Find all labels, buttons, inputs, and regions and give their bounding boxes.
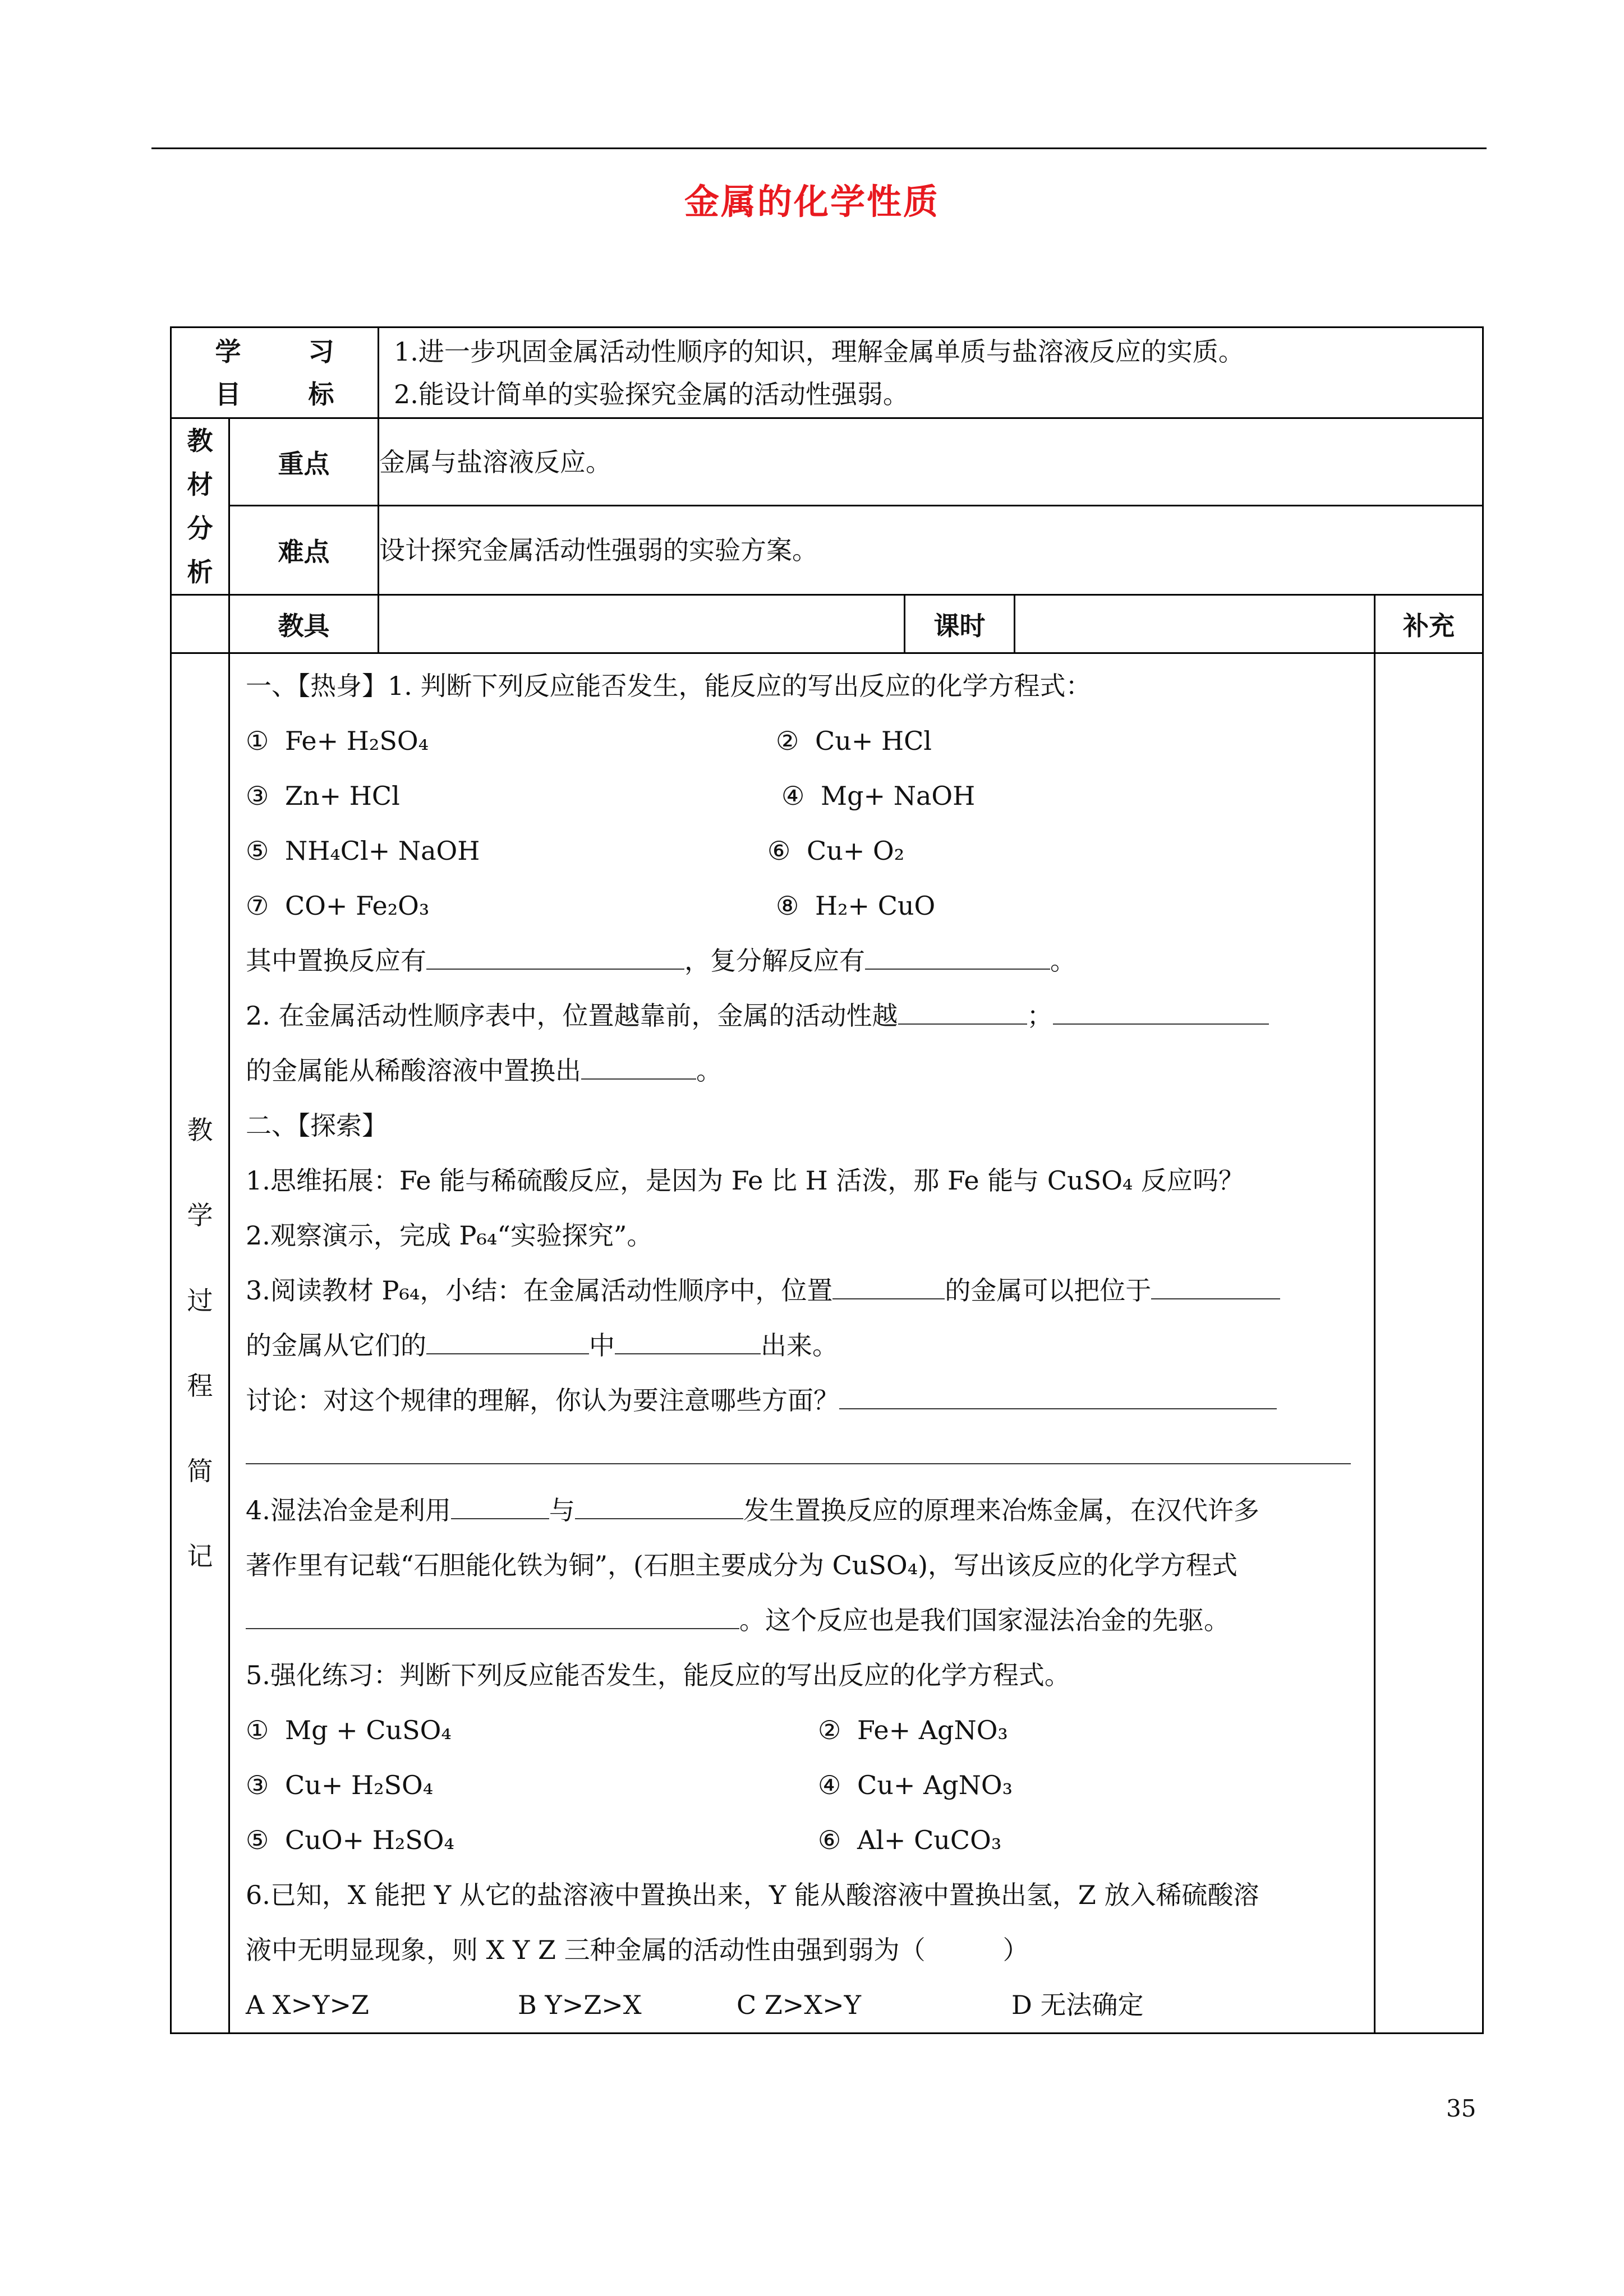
answer-blank[interactable]: [1053, 991, 1269, 1025]
page-number: 35: [1446, 2095, 1476, 2122]
answer-blank[interactable]: [615, 1321, 761, 1354]
question-2-line-1: 2. 在金属活动性顺序表中，位置越靠前，金属的活动性越 ；: [246, 988, 1374, 1043]
explore-item-6-line-2: 液中无明显现象，则 X Y Z 三种金属的活动性由强到弱为（ ）: [246, 1935, 1029, 1965]
key-point-text: 金属与盐溶液反应。: [379, 418, 1483, 506]
goal-label-1: 学 习: [215, 336, 334, 367]
explore-item-2: 2.观察演示，完成 P₆₄“实验探究”。: [246, 1220, 653, 1251]
goal-item: 1.进一步巩固金属活动性顺序的知识，理解金属单质与盐溶液反应的实质。: [394, 336, 1244, 367]
hours-label: 课时: [905, 595, 1015, 653]
explore-item-3-line-1: 3.阅读教材 P₆₄，小结：在金属活动性顺序中，位置 的金属可以把位于: [246, 1263, 1374, 1318]
explore-heading: 二、【探索】: [246, 1110, 388, 1141]
explore-item-3-line-2: 的金属从它们的 中 出来。: [246, 1318, 1374, 1373]
reaction-item: Cu+ HCl: [815, 726, 932, 756]
supplement-cell: [1375, 653, 1483, 2034]
goal-item: 2.能设计简单的实验探究金属的活动性强弱。: [394, 379, 909, 409]
tools-label: 教具: [229, 595, 379, 653]
question-2-line-2: 的金属能从稀酸溶液中置换出 。: [246, 1043, 1374, 1098]
answer-blank[interactable]: [865, 936, 1050, 970]
reaction-item: Cu+ O₂: [807, 836, 905, 866]
supplement-label: 补充: [1375, 595, 1483, 653]
empty-cell: [171, 595, 229, 653]
answer-blank[interactable]: [246, 1431, 1351, 1464]
option-a[interactable]: A X>Y>Z: [246, 1990, 370, 2020]
option-d[interactable]: D 无法确定: [1011, 1990, 1144, 2020]
answer-blank[interactable]: [426, 936, 684, 970]
practice-row-2: ③ Cu+ H₂SO₄ ④ Cu+ AgNO₃: [246, 1770, 1013, 1800]
option-b[interactable]: B Y>Z>X: [518, 1990, 642, 2020]
answer-blank[interactable]: [451, 1486, 549, 1519]
answer-blank[interactable]: [246, 1596, 739, 1629]
header-rule: [151, 147, 1487, 149]
answer-blank[interactable]: [1151, 1266, 1280, 1299]
answer-blank[interactable]: [832, 1266, 945, 1299]
practice-row-3: ⑤ CuO+ H₂SO₄ ⑥ Al+ CuCO₃: [246, 1825, 1002, 1855]
answer-blank[interactable]: [898, 991, 1027, 1025]
answer-blank[interactable]: [575, 1486, 743, 1519]
reaction-item: Mg + CuSO₄: [285, 1715, 452, 1745]
reaction-item: Fe+ AgNO₃: [857, 1715, 1008, 1745]
reaction-item: CO+ Fe₂O₃: [285, 891, 430, 921]
process-content: [229, 653, 1375, 2034]
analysis-label: 教 材 分 析: [171, 418, 229, 595]
reaction-item: Zn+ HCl: [285, 781, 400, 811]
reaction-item: Cu+ H₂SO₄: [285, 1770, 434, 1800]
reaction-item: H₂+ CuO: [815, 891, 936, 921]
difficult-point-text: 设计探究金属活动性强弱的实验方案。: [379, 506, 1483, 595]
warmup-heading: 一、【热身】1. 判断下列反应能否发生，能反应的写出反应的化学方程式：: [246, 671, 1092, 701]
warmup-row-4: ⑦ CO+ Fe₂O₃ ⑧ H₂+ CuO: [246, 891, 936, 921]
page-title: 金属的化学性质: [684, 181, 940, 222]
reaction-item: Mg+ NaOH: [821, 781, 976, 811]
answer-blank[interactable]: [426, 1321, 589, 1354]
warmup-row-2: ③ Zn+ HCl ④ Mg+ NaOH: [246, 781, 976, 811]
difficult-point-label: 难点: [229, 506, 379, 595]
key-point-label: 重点: [229, 418, 379, 506]
explore-item-4-line-2: 著作里有记载“石胆能化铁为铜”，(石胆主要成分为 CuSO₄)，写出该反应的化学方程式: [246, 1550, 1238, 1580]
process-label: 教 学 过 程 简 记: [171, 653, 229, 2034]
reaction-item: Fe+ H₂SO₄: [285, 726, 429, 756]
answer-blank[interactable]: [839, 1376, 1277, 1409]
hours-value: [1015, 595, 1375, 653]
explore-item-5: 5.强化练习：判断下列反应能否发生，能反应的写出反应的化学方程式。: [246, 1660, 1070, 1690]
lesson-plan-table: [170, 326, 1484, 2034]
discussion-line: 讨论：对这个规律的理解，你认为要注意哪些方面？: [246, 1373, 1374, 1428]
tools-value: [379, 595, 905, 653]
explore-item-4-line-1: 4.湿法冶金是利用 与 发生置换反应的原理来冶炼金属，在汉代许多: [246, 1483, 1374, 1538]
warmup-row-1: ① Fe+ H₂SO₄ ② Cu+ HCl: [246, 726, 932, 756]
answer-blank[interactable]: [581, 1046, 696, 1080]
goal-label-cell: [171, 328, 379, 418]
reaction-item: Al+ CuCO₃: [857, 1825, 1002, 1855]
goals-cell: [379, 328, 1483, 418]
explore-item-1: 1.思维拓展：Fe 能与稀硫酸反应，是因为 Fe 比 H 活泼，那 Fe 能与 CuSO₄ 反应吗？: [246, 1165, 1244, 1196]
warmup-row-3: ⑤ NH₄Cl+ NaOH ⑥ Cu+ O₂: [246, 836, 905, 866]
practice-row-1: ① Mg + CuSO₄ ② Fe+ AgNO₃: [246, 1715, 1008, 1745]
option-c[interactable]: C Z>X>Y: [737, 1990, 861, 2020]
replacement-line: 其中置换反应有 ，复分解反应有 。: [246, 933, 1374, 988]
explore-item-6-line-1: 6.已知，X 能把 Y 从它的盐溶液中置换出来，Y 能从酸溶液中置换出氢，Z 放入稀硫酸溶: [246, 1880, 1259, 1910]
reaction-item: Cu+ AgNO₃: [857, 1770, 1013, 1800]
answer-options: [246, 1977, 1374, 2032]
discussion-blank-line: [246, 1428, 1374, 1483]
reaction-item: NH₄Cl+ NaOH: [285, 836, 480, 866]
reaction-item: CuO+ H₂SO₄: [285, 1825, 454, 1855]
goal-label-2: 目 标: [215, 379, 334, 409]
explore-item-4-line-3: 。这个反应也是我们国家湿法冶金的先驱。: [246, 1593, 1374, 1648]
